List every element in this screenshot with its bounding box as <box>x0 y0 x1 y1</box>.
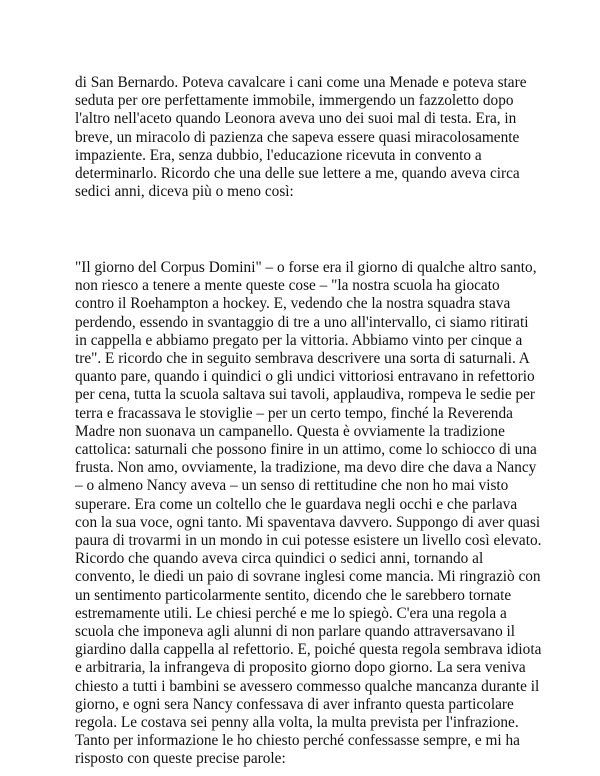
text-line: Tanto per informazione le ho chiesto perché confessasse sempre, e mi ha <box>75 732 520 750</box>
text-line: scuola che imponeva agli alunni di non parlare quando attraversavano il <box>75 623 516 641</box>
text-line: contro il Roehampton a hockey. E, vedendo che la nostra squadra stava <box>75 295 511 313</box>
text-line: quanto pare, quando i quindici o gli undici vittoriosi entravano in refettorio <box>75 368 535 386</box>
text-line: chiesto a tutti i bambini se avessero commesso qualche mancanza durante il <box>75 677 540 695</box>
text-line: per cena, tutta la scuola saltava sui tavoli, applaudiva, rompeva le sedie per <box>75 386 536 404</box>
text-line: "Il giorno del Corpus Domini" – o forse era il giorno di qualche altro santo, <box>75 259 537 276</box>
text-line: frusta. Non amo, ovviamente, la tradizione, ma devo dire che dava a Nancy <box>75 459 537 477</box>
text-line: convento, le diedi un paio di sovrane inglesi come mancia. Mi ringraziò con <box>75 568 541 586</box>
text-line: e arbitraria, la infrangeva di proposito giorno dopo giorno. La sera veniva <box>75 659 526 677</box>
text-line: – o almeno Nancy aveva – un senso di rettitudine che non ho mai visto <box>75 477 509 495</box>
text-line: sedici anni, diceva più o meno così: <box>75 183 294 201</box>
text-line: in cappella e abbiamo pregato per la vittoria. Abbiamo vinto per cinque a <box>75 331 523 349</box>
text-line: giardino dalla cappella al refettorio. E, poiché questa regola sembrava idiota <box>75 641 542 659</box>
text-line: cattolica: saturnali che possono finire in un attimo, come lo schiocco di una <box>75 441 537 459</box>
text-line: superare. Era come un coltello che le guardava negli occhi e che parlava <box>75 495 518 513</box>
paragraph-corpus-domini-letter <box>75 259 545 769</box>
text-line: di San Bernardo. Poteva cavalcare i cani come una Menade e poteva stare <box>75 74 527 91</box>
text-line: Madre non suonava un campanello. Questa è ovviamente la tradizione <box>75 422 505 440</box>
paragraph-nancy-patience <box>75 74 545 201</box>
text-line: terra e fracassava le stoviglie – per un certo tempo, finché la Reverenda <box>75 404 513 422</box>
text-line: con la sua voce, ogni tanto. Mi spaventava davvero. Suppongo di aver quasi <box>75 513 541 531</box>
text-line: risposto con queste precise parole: <box>75 750 286 768</box>
text-line: determinarlo. Ricordo che una delle sue lettere a me, quando aveva circa <box>75 165 520 183</box>
text-line: non riesco a tenere a mente queste cose – "la nostra scuola ha giocato <box>75 277 500 295</box>
text-line: regola. Le costava sei penny alla volta, la multa prevista per l'infrazione. <box>75 714 519 732</box>
text-line: perdendo, essendo in svantaggio di tre a uno all'intervallo, ci siamo ritirati <box>75 313 529 331</box>
text-line: estremamente utili. Le chiesi perché e me lo spiegò. C'era una regola a <box>75 604 507 622</box>
text-line: seduta per ore perfettamente immobile, immergendo un fazzoletto dopo <box>75 92 514 110</box>
text-line: giorno, e ogni sera Nancy confessava di aver infranto questa particolare <box>75 695 514 713</box>
text-line: paura di trovarmi in un mondo in cui potesse esistere un livello così elevato. <box>75 532 542 550</box>
text-line: l'altro nell'aceto quando Leonora aveva uno dei suoi mal di testa. Era, in <box>75 110 517 128</box>
text-line: breve, un miracolo di pazienza che sapeva essere quasi miracolosamente <box>75 128 520 146</box>
text-line: impaziente. Era, senza dubbio, l'educazione ricevuta in convento a <box>75 146 482 164</box>
text-line: un sentimento particolarmente sentito, dicendo che le sarebbero tornate <box>75 586 512 604</box>
text-line: tre". E ricordo che in seguito sembrava descrivere una sorta di saturnali. A <box>75 350 530 368</box>
text-line: Ricordo che quando aveva circa quindici o sedici anni, tornando al <box>75 550 484 568</box>
